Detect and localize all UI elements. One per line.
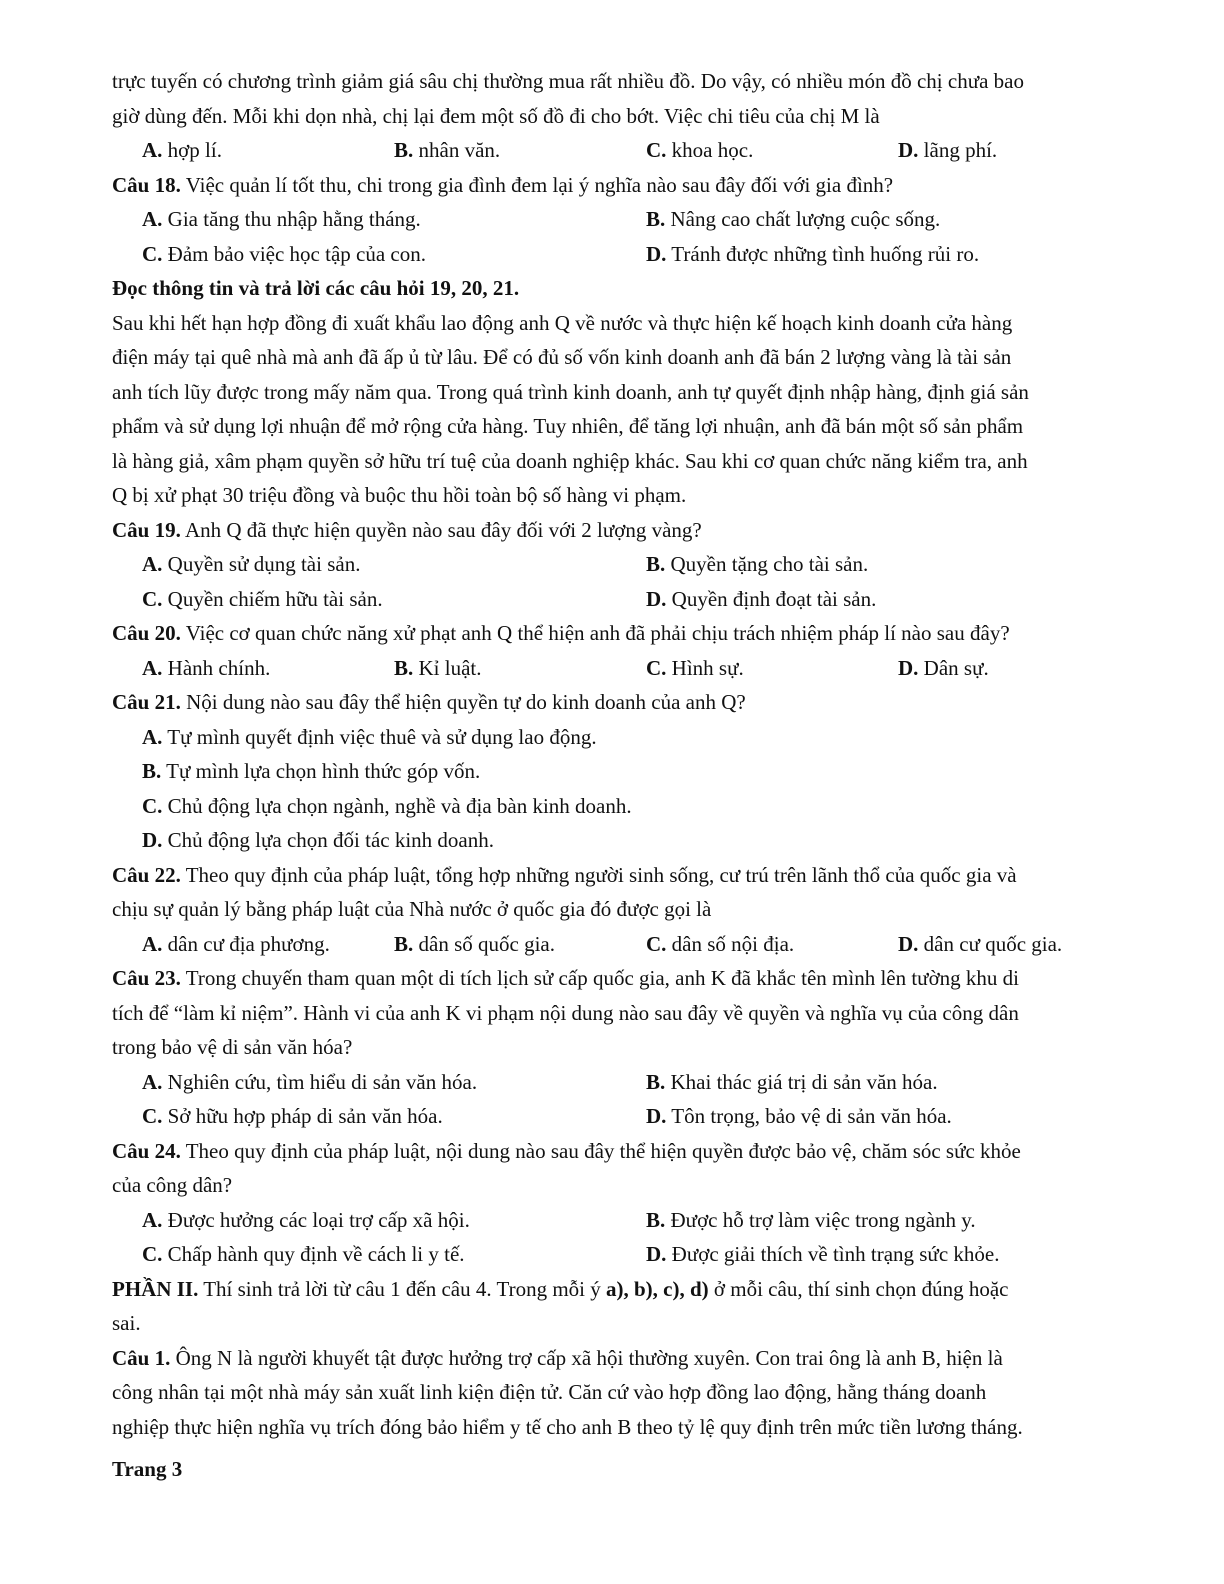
option-a: A. hợp lí.	[142, 138, 222, 162]
question-text: Theo quy định của pháp luật, tổng hợp những người sinh sống, cư trú trên lãnh thổ của quốc gia và	[180, 862, 1017, 887]
option-b: B. Được hỗ trợ làm việc trong ngành y.	[646, 1207, 976, 1232]
option-d: D. Dân sự.	[898, 655, 989, 680]
question-text-line: của công dân?	[112, 1173, 233, 1197]
intro-line: trực tuyến có chương trình giảm giá sâu chị thường mua rất nhiều đồ. Do vậy, có nhiều món đồ chị chưa bao	[112, 69, 1024, 93]
option-d: D. Tôn trọng, bảo vệ di sản văn hóa.	[646, 1104, 952, 1128]
question-text: Theo quy định của pháp luật, nội dung nào sau đây thể hiện quyền được bảo vệ, chăm sóc sức khỏe	[180, 1138, 1021, 1163]
option-b: B. dân số quốc gia.	[394, 931, 555, 956]
question-20	[112, 616, 1164, 651]
q24-options-row2	[112, 1237, 1164, 1272]
option-b: B. Khai thác giá trị di sản văn hóa.	[646, 1069, 938, 1094]
question-text: Việc cơ quan chức năng xử phạt anh Q thể hiện anh đã phải chịu trách nhiệm pháp lí nào sau đây?	[180, 621, 1010, 645]
part-marks: a), b), c), d)	[606, 1276, 709, 1301]
intro-line: giờ dùng đến. Mỗi khi dọn nhà, chị lại đem một số đồ đi cho bớt. Việc chi tiêu của chị M là	[112, 103, 880, 128]
question-text-line: nghiệp thực hiện nghĩa vụ trích đóng bảo hiểm y tế cho anh B theo tỷ lệ quy định trên mức tiền lương tháng.	[112, 1414, 1023, 1439]
q20-options	[112, 651, 1164, 686]
option-c: C. dân số nội địa.	[646, 931, 795, 956]
question-text-line: trong bảo vệ di sản văn hóa?	[112, 1035, 353, 1059]
question-label: Câu 20.	[112, 621, 181, 645]
page-number: Trang 3	[112, 1457, 183, 1481]
option-b: B. Tự mình lựa chọn hình thức góp vốn.	[142, 759, 481, 783]
option-a: A. Gia tăng thu nhập hằng tháng.	[142, 207, 421, 231]
option-d: D. Quyền định đoạt tài sản.	[646, 586, 877, 611]
q19-options-row1	[112, 547, 1164, 582]
option-c: C. Chấp hành quy định về cách li y tế.	[142, 1242, 465, 1266]
question-text-line: chịu sự quản lý bằng pháp luật của Nhà nước ở quốc gia đó được gọi là	[112, 897, 712, 921]
passage-line: phẩm và sử dụng lợi nhuận để mở rộng cửa hàng. Tuy nhiên, để tăng lợi nhuận, anh đã bán một số sản phẩm	[112, 414, 1024, 438]
question-label: Câu 18.	[112, 172, 181, 197]
part-label: PHẦN II.	[112, 1276, 199, 1301]
q22-options	[112, 927, 1164, 962]
question-text: Anh Q đã thực hiện quyền nào sau đây đối với 2 lượng vàng?	[180, 517, 702, 542]
option-d: D. dân cư quốc gia.	[898, 931, 1063, 956]
part-2-instructions-line: sai.	[112, 1311, 141, 1335]
q18-options-row1	[112, 202, 1164, 237]
option-d: D. Chủ động lựa chọn đối tác kinh doanh.	[142, 828, 495, 852]
question-label: Câu 1.	[112, 1345, 171, 1370]
passage-line: là hàng giả, xâm phạm quyền sở hữu trí tuệ của doanh nghiệp khác. Sau khi cơ quan chức năng kiểm tra, anh	[112, 448, 1028, 473]
passage-line: điện máy tại quê nhà mà anh đã ấp ủ từ lâu. Để có đủ số vốn kinh doanh anh đã bán 2 lượng vàng là tài sản	[112, 345, 1012, 369]
passage-line: Sau khi hết hạn hợp đồng đi xuất khẩu lao động anh Q về nước và thực hiện kế hoạch kinh doanh cửa hàng	[112, 310, 1013, 335]
option-d: D. lãng phí.	[898, 138, 998, 162]
q18-options-row2	[112, 237, 1164, 272]
question-text-line: công nhân tại một nhà máy sản xuất linh kiện điện tử. Căn cứ vào hợp đồng lao động, hằng tháng doanh	[112, 1380, 987, 1404]
option-d: D. Tránh được những tình huống rủi ro.	[646, 241, 980, 266]
option-b: B. Quyền tặng cho tài sản.	[646, 552, 869, 576]
option-a: A. Được hưởng các loại trợ cấp xã hội.	[142, 1207, 470, 1232]
option-c: C. Đảm bảo việc học tập của con.	[142, 241, 426, 266]
question-23	[112, 961, 1164, 996]
option-c: C. Quyền chiếm hữu tài sản.	[142, 586, 383, 611]
q19-options-row2	[112, 582, 1164, 617]
option-a: A. Nghiên cứu, tìm hiểu di sản văn hóa.	[142, 1069, 478, 1094]
question-text: Trong chuyến tham quan một di tích lịch sử cấp quốc gia, anh K đã khắc tên mình lên tường khu di	[180, 966, 1020, 990]
option-a: A. Tự mình quyết định việc thuê và sử dụng lao động.	[142, 724, 597, 749]
reading-heading: Đọc thông tin và trả lời các câu hỏi 19, 20, 21.	[112, 276, 520, 300]
part-2-instructions: PHẦN II. Thí sinh trả lời từ câu 1 đến câu 4. Trong mỗi ý a), b), c), d) ở mỗi câu, thí sinh chọn đúng hoặc	[112, 1276, 1009, 1301]
q23-options-row2	[112, 1099, 1164, 1134]
option-c: C. Chủ động lựa chọn ngành, nghề và địa bàn kinh doanh.	[142, 793, 632, 818]
q24-options-row1	[112, 1203, 1164, 1238]
passage-line: anh tích lũy được trong mấy năm qua. Trong quá trình kinh doanh, anh tự quyết định nhập hàng, định giá sản	[112, 379, 1029, 404]
q23-options-row1	[112, 1065, 1164, 1100]
option-c: C. Sở hữu hợp pháp di sản văn hóa.	[142, 1104, 443, 1128]
reading-passage	[112, 306, 1164, 513]
question-label: Câu 23.	[112, 966, 181, 990]
option-c: C. khoa học.	[646, 138, 754, 162]
question-label: Câu 21.	[112, 690, 181, 714]
option-b: B. Nâng cao chất lượng cuộc sống.	[646, 207, 941, 231]
part2-question-1	[112, 1341, 1164, 1376]
question-text: Ông N là người khuyết tật được hưởng trợ cấp xã hội thường xuyên. Con trai ông là anh B, hiện là	[170, 1345, 1003, 1370]
question-19	[112, 513, 1164, 548]
question-18	[112, 168, 1164, 203]
question-text: Việc quản lí tốt thu, chi trong gia đình đem lại ý nghĩa nào sau đây đối với gia đình?	[180, 172, 894, 197]
option-d: D. Được giải thích về tình trạng sức khỏe.	[646, 1242, 1000, 1266]
question-label: Câu 19.	[112, 517, 181, 542]
question-21	[112, 685, 1164, 720]
question-text: Nội dung nào sau đây thể hiện quyền tự do kinh doanh của anh Q?	[180, 690, 746, 714]
question-label: Câu 22.	[112, 862, 181, 887]
question-text-line: tích để “làm kỉ niệm”. Hành vi của anh K vi phạm nội dung nào sau đây về quyền và nghĩa vụ của công dân	[112, 1000, 1019, 1025]
q17-options	[112, 133, 1164, 168]
option-a: A. dân cư địa phương.	[142, 931, 330, 956]
option-c: C. Hình sự.	[646, 655, 744, 680]
passage-line: Q bị xử phạt 30 triệu đồng và buộc thu hồi toàn bộ số hàng vi phạm.	[112, 483, 687, 507]
question-label: Câu 24.	[112, 1138, 181, 1163]
question-22	[112, 858, 1164, 893]
option-b: B. nhân văn.	[394, 138, 501, 162]
question-24	[112, 1134, 1164, 1169]
option-a: A. Quyền sử dụng tài sản.	[142, 552, 361, 576]
option-a: A. Hành chính.	[142, 655, 271, 680]
option-b: B. Kỉ luật.	[394, 655, 482, 680]
